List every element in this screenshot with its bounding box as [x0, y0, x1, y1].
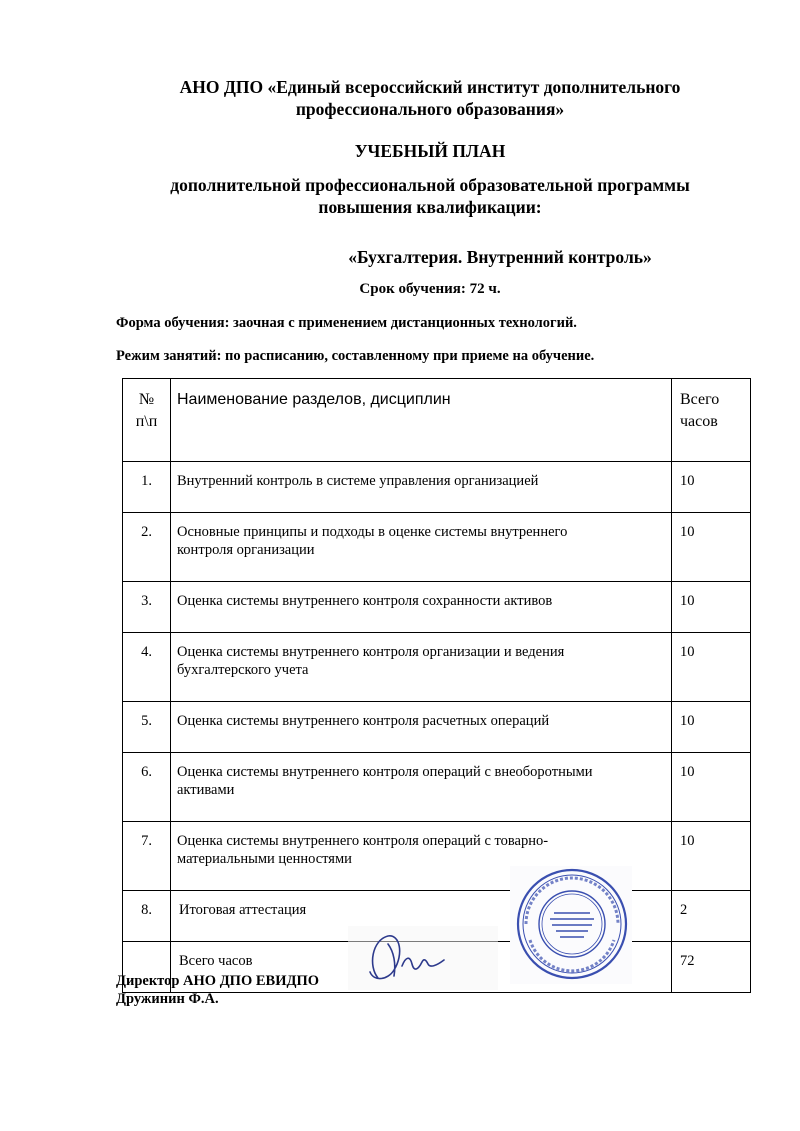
row-title-line1: Оценка системы внутреннего контроля организации и ведения [177, 644, 565, 660]
row-title-line2: контроля организации [177, 542, 315, 558]
row-hours: 10 [672, 462, 751, 513]
curriculum-table [122, 378, 751, 993]
header-hours [672, 379, 751, 462]
row-hours: 2 [672, 891, 751, 942]
study-duration: Срок обучения: 72 ч. [359, 281, 501, 297]
table-row [123, 582, 751, 633]
row-hours: 10 [672, 633, 751, 702]
organization-name-line2: профессионального образования» [295, 99, 565, 119]
row-title-line2: активами [177, 782, 235, 798]
row-title-line1: Итоговая аттестация [179, 902, 307, 918]
table-row [123, 753, 751, 822]
row-title [171, 702, 672, 753]
director-title: Директор АНО ДПО ЕВИДПО [116, 973, 320, 989]
table-row [123, 462, 751, 513]
row-title-line1: Оценка системы внутреннего контроля операций с внеоборотными [177, 764, 593, 780]
program-subtitle-line1: дополнительной профессиональной образовательной программы [170, 175, 690, 195]
course-title: «Бухгалтерия. Внутренний контроль» [348, 247, 652, 267]
row-number: 5. [123, 702, 171, 753]
row-title [171, 513, 672, 582]
table-row [123, 822, 751, 891]
plan-title: УЧЕБНЫЙ ПЛАН [354, 141, 506, 161]
total-label: Всего часов [171, 942, 672, 993]
row-title [171, 582, 672, 633]
row-hours: 10 [672, 753, 751, 822]
header-number-line2: п\п [135, 413, 158, 430]
row-hours: 10 [672, 582, 751, 633]
table-row [123, 513, 751, 582]
header-number [123, 379, 171, 462]
program-subtitle [30, 174, 800, 218]
signature-block [116, 972, 319, 1008]
row-title-line1: Оценка системы внутреннего контроля сохранности активов [177, 593, 553, 609]
row-title-line1: Оценка системы внутреннего контроля расчетных операций [177, 713, 550, 729]
table-row [123, 633, 751, 702]
row-title [171, 462, 672, 513]
row-title-line2: бухгалтерского учета [177, 662, 309, 678]
header-hours-line1: Всего [680, 391, 720, 408]
header-number-line1: № [138, 391, 155, 408]
row-number: 2. [123, 513, 171, 582]
row-number: 8. [123, 891, 171, 942]
row-hours: 10 [672, 702, 751, 753]
total-hours: 72 [672, 942, 751, 993]
row-number: 3. [123, 582, 171, 633]
row-number: 1. [123, 462, 171, 513]
row-title [171, 753, 672, 822]
organization-name [30, 76, 800, 120]
row-title-line1: Внутренний контроль в системе управления организацией [177, 473, 539, 489]
row-number: 7. [123, 822, 171, 891]
director-name: Дружинин Ф.А. [116, 991, 219, 1007]
row-title-line1: Основные принципы и подходы в оценке системы внутреннего [177, 524, 568, 540]
organization-seal [510, 866, 632, 984]
table-row [123, 702, 751, 753]
handwritten-signature [348, 926, 498, 990]
organization-name-line1: АНО ДПО «Единый всероссийский институт дополнительного [179, 77, 681, 97]
study-form: Форма обучения: заочная с применением дистанционных технологий. [116, 315, 577, 331]
study-mode: Режим занятий: по расписанию, составленному при приеме на обучение. [116, 348, 595, 364]
row-title-line2: материальными ценностями [177, 851, 352, 867]
header-name: Наименование разделов, дисциплин [171, 379, 672, 462]
table-header-row [123, 379, 751, 462]
row-number: 6. [123, 753, 171, 822]
row-number: 4. [123, 633, 171, 702]
row-hours: 10 [672, 513, 751, 582]
row-hours: 10 [672, 822, 751, 891]
row-title-line1: Оценка системы внутреннего контроля операций с товарно- [177, 833, 549, 849]
program-subtitle-line2: повышения квалификации: [318, 197, 542, 217]
header-hours-line2: часов [680, 413, 718, 430]
row-title [171, 633, 672, 702]
